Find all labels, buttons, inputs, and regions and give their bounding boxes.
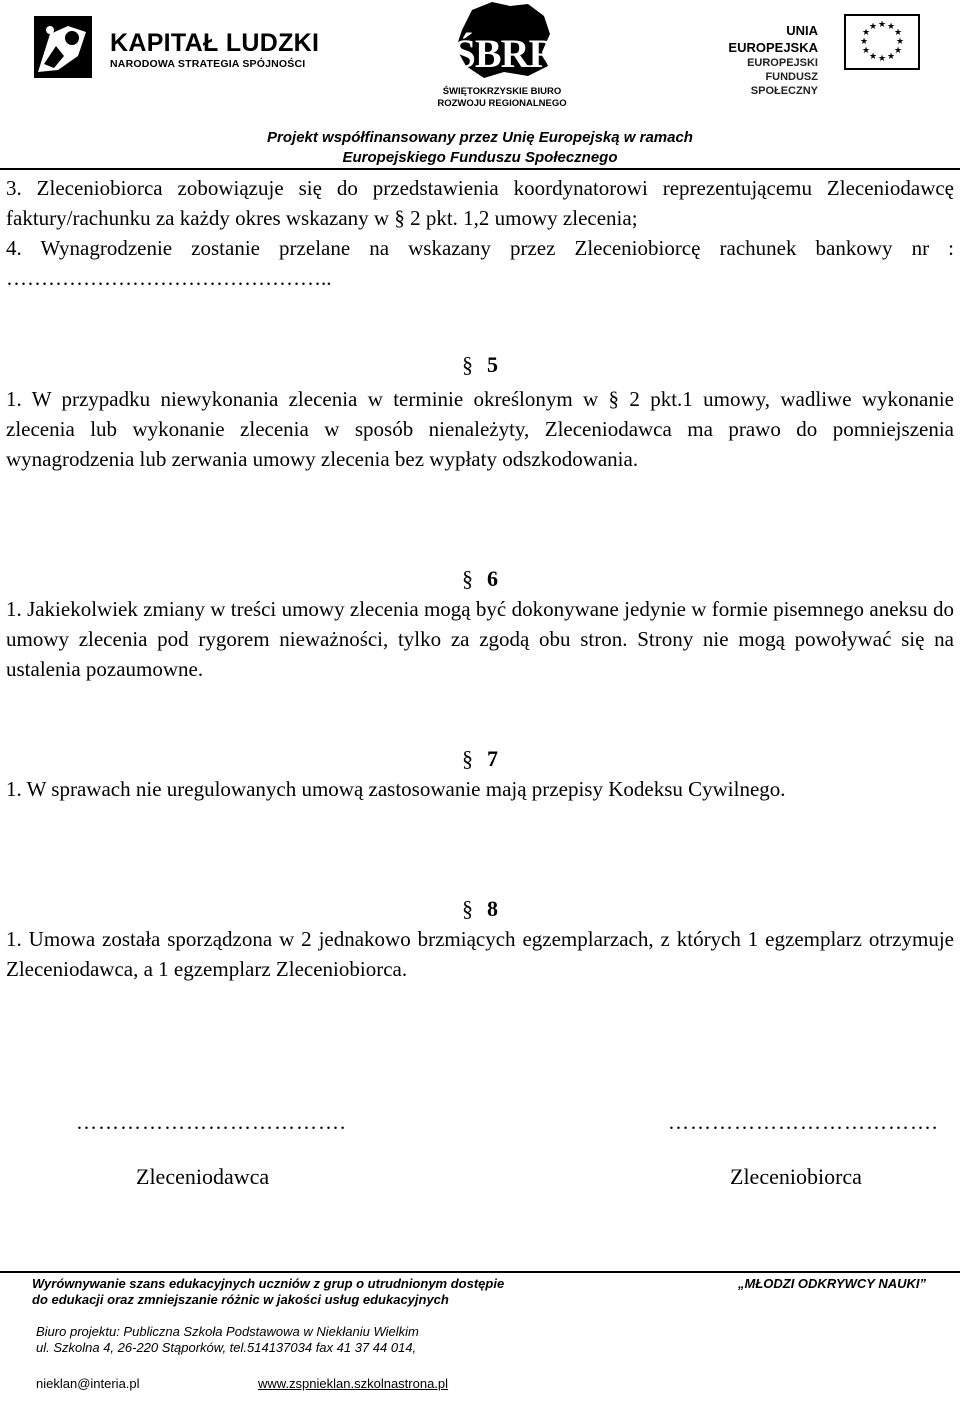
sbrr-caption-line-2: ROZWOJU REGIONALNEGO [437, 98, 567, 109]
section-sign: § [462, 746, 473, 771]
kapital-ludzki-subtitle: NARODOWA STRATEGIA SPÓJNOŚCI [110, 58, 306, 70]
footer-program-text [32, 1276, 504, 1308]
section-7-paragraph [6, 774, 954, 804]
signature-label-left: Zleceniodawca [136, 1164, 270, 1189]
section-5-number: 5 [487, 352, 498, 377]
section-6-text: 1. Jakiekolwiek zmiany w treści umowy zlecenia mogą być dokonywane jedynie w formie pisemnego aneksu do umowy zlecenia pod rygorem nieważności, tylko za zgodą obu stron. Strony nie mogą powoływać się na ustalenia pozaumowne. [6, 597, 954, 681]
svg-text:★: ★ [868, 22, 878, 32]
cofinancing-line-1: Projekt współfinansowany przez Unię Europejską w ramach [267, 129, 693, 146]
footer-program-line-2: do edukacji oraz zmniejszanie różnic w jakości usług edukacyjnych [32, 1292, 449, 1307]
eu-subtitle-1: EUROPEJSKI [747, 57, 818, 69]
svg-text:★: ★ [893, 28, 903, 38]
cofinancing-line-2: Europejskiego Funduszu Społecznego [342, 149, 618, 166]
section-8-number: 8 [487, 896, 498, 921]
footer-website-link[interactable]: www.zspnieklan.szkolnastrona.pl [258, 1376, 449, 1391]
svg-text:★: ★ [877, 54, 887, 64]
section-sign: § [462, 352, 473, 377]
svg-text:★: ★ [877, 20, 887, 30]
section-sign: § [462, 566, 473, 591]
kapital-ludzki-title: KAPITAŁ LUDZKI [110, 29, 320, 57]
svg-text:★: ★ [868, 52, 878, 62]
signature-line-right: ………………………………. [668, 1110, 939, 1134]
footer-office-address [36, 1324, 419, 1356]
kapital-ludzki-emblem-icon [28, 12, 98, 82]
section-sign: § [462, 896, 473, 921]
footer-divider [0, 1271, 960, 1273]
sbrr-logo [432, 0, 572, 118]
paragraph-3 [6, 173, 954, 233]
eu-logo [700, 14, 922, 97]
section-5-text: 1. W przypadku niewykonania zlecenia w terminie określonym w § 2 pkt.1 umowy, wadliwe wykonanie zlecenia lub wykonanie zlecenia w sposób nienależyty, Zleceniodawca ma prawo do pomniejszenia wynagrodzenia lub zerwania umowy zlecenia bez wypłaty odszkodowania. [6, 387, 954, 471]
sbrr-caption-line-1: ŚWIĘTOKRZYSKIE BIURO [442, 86, 562, 97]
svg-text:★: ★ [886, 22, 896, 32]
svg-text:★: ★ [893, 46, 903, 56]
eu-flag-icon [844, 14, 920, 70]
footer-project-name: „MŁODZI ODKRYWCY NAUKI” [738, 1276, 927, 1291]
paragraph-4 [6, 233, 954, 293]
svg-text:★: ★ [886, 52, 896, 62]
svg-text:★: ★ [861, 28, 871, 38]
footer-email-link[interactable]: nieklan@interia.pl [36, 1376, 140, 1391]
footer-office-line-1: Biuro projektu: Publiczna Szkoła Podstawowa w Niekłaniu Wielkim [36, 1324, 419, 1339]
svg-text:★: ★ [859, 37, 869, 47]
page-header [0, 0, 960, 170]
section-7-text: 1. W sprawach nie uregulowanych umową zastosowanie mają przepisy Kodeksu Cywilnego. [6, 777, 786, 801]
cofinancing-statement [0, 128, 960, 168]
section-8-heading [0, 894, 960, 924]
section-8-text: 1. Umowa została sporządzona w 2 jednakowo brzmiących egzemplarzach, z których 1 egzemplarz otrzymuje Zleceniodawca, a 1 egzemplarz Zleceniobiorca. [6, 927, 954, 981]
eu-text [700, 22, 818, 98]
section-5-heading [0, 350, 960, 380]
svg-text:★: ★ [895, 37, 905, 47]
svg-text:★: ★ [861, 46, 871, 56]
sbrr-caption [432, 86, 572, 110]
footer-office-line-2: ul. Szkolna 4, 26-220 Stąporków, tel.514137034 fax 41 37 44 014, [36, 1340, 417, 1355]
paragraph-4-text: 4. Wynagrodzenie zostanie przelane na wskazany przez Zleceniobiorcę rachunek bankowy nr : ……………………………………….. [6, 236, 954, 290]
section-5-paragraph [6, 384, 954, 474]
signature-line-left: ………………………………. [76, 1110, 347, 1134]
kapital-ludzki-logo [28, 12, 328, 84]
section-7-heading [0, 744, 960, 774]
paragraph-3-text: 3. Zleceniobiorca zobowiązuje się do przedstawienia koordynatorowi reprezentującemu Zleceniodawcę faktury/rachunku za każdy okres wskazany w § 2 pkt. 1,2 umowy zlecenia; [6, 176, 954, 230]
section-6-paragraph [6, 594, 954, 684]
section-7-number: 7 [487, 746, 498, 771]
section-6-number: 6 [487, 566, 498, 591]
eu-subtitle-2: FUNDUSZ SPOŁECZNY [750, 71, 818, 97]
section-6-heading [0, 564, 960, 594]
header-divider [0, 168, 960, 170]
signature-label-right: Zleceniobiorca [730, 1164, 862, 1189]
footer-program-line-1: Wyrównywanie szans edukacyjnych uczniów z grup o utrudnionym dostępie [32, 1276, 505, 1291]
sbrr-logo-text: ŚBRR [453, 31, 557, 76]
section-8-paragraph [6, 924, 954, 984]
eu-title: UNIA EUROPEJSKA [728, 23, 818, 55]
kapital-ludzki-text [110, 29, 319, 71]
